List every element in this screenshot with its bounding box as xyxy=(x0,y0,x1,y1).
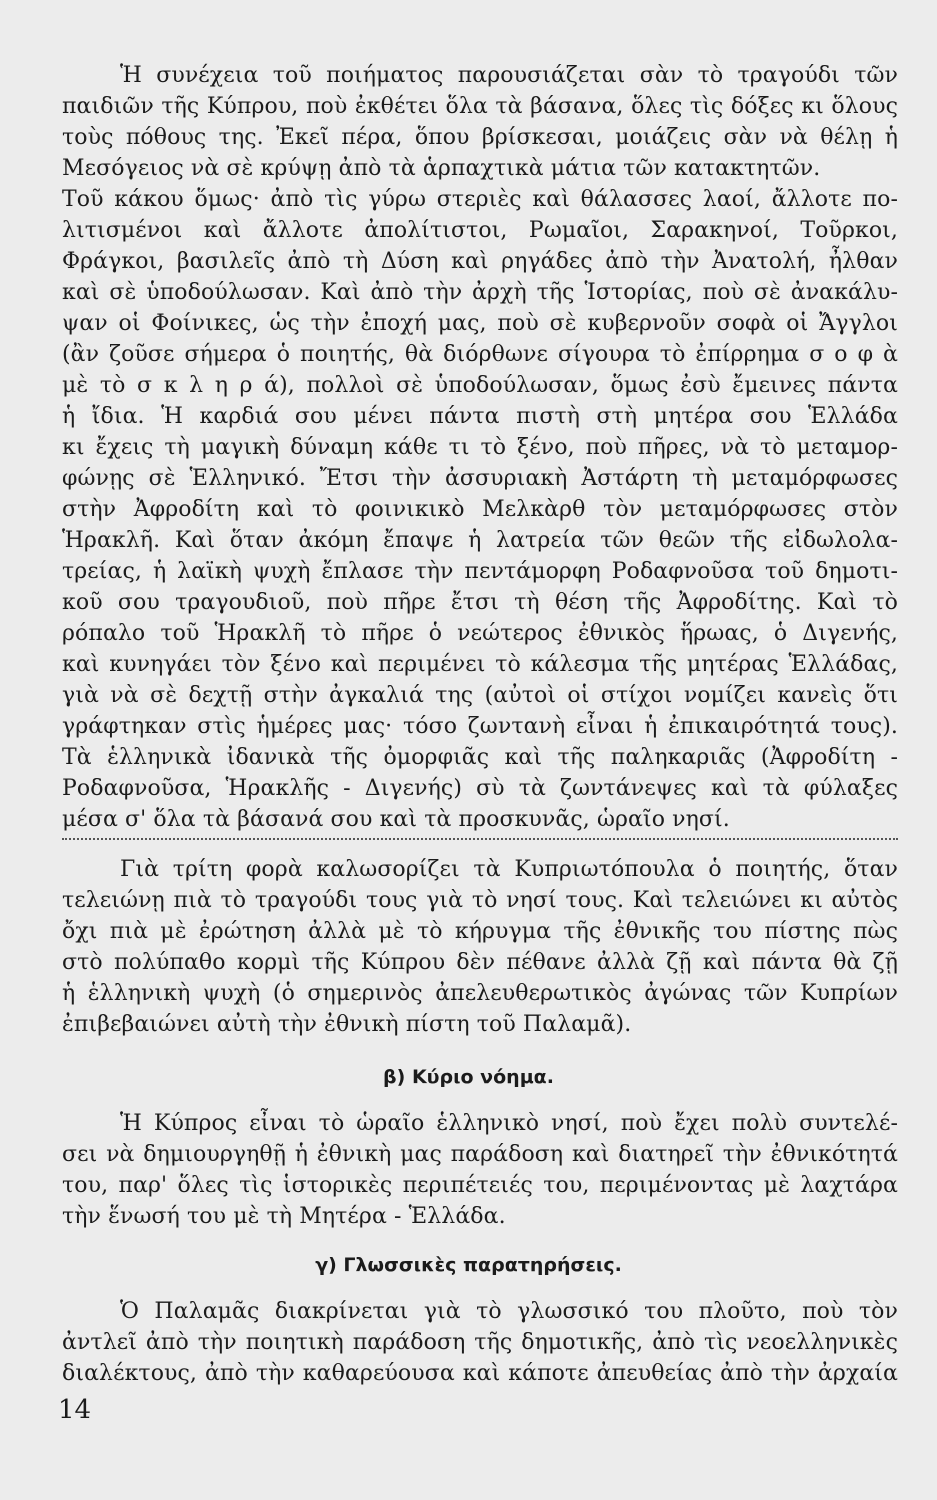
text-line: Ἡρακλῆ. Καὶ ὅταν ἀκόμη ἔπαψε ἡ λατρεία τῶν θεῶν τῆς εἰδωλολα- xyxy=(62,528,898,553)
text-line: φώνῃς σὲ Ἑλληνικό. Ἔτσι τὴν ἀσσυριακὴ Ἀστάρτη τὴ μεταμόρφωσες xyxy=(62,466,898,491)
text-line: γιὰ νὰ σὲ δεχτῇ στὴν ἀγκαλιά της (αὐτοὶ οἱ στίχοι νομίζει κανεὶς ὅτι xyxy=(62,683,898,708)
text-line: Ὁ Παλαμᾶς διακρίνεται γιὰ τὸ γλωσσικό του πλοῦτο, ποὺ τὸν xyxy=(120,1299,898,1324)
text-line: ρόπαλο τοῦ Ἡρακλῆ τὸ πῆρε ὁ νεώτερος ἐθνικὸς ἥρωας, ὁ Διγενής, xyxy=(62,621,898,646)
text-line: Φράγκοι, βασιλεῖς ἀπὸ τὴ Δύση καὶ ρηγάδες ἀπὸ τὴν Ἀνατολή, ἦλθαν xyxy=(62,249,898,274)
text-line: ὄχι πιὰ μὲ ἐρώτηση ἀλλὰ μὲ τὸ κήρυγμα τῆς ἐθνικῆς του πίστης πὼς xyxy=(62,919,898,944)
text-line: Ροδαφνοῦσα, Ἡρακλῆς - Διγενής) σὺ τὰ ζωντάνεψες καὶ τὰ φύλαξες xyxy=(62,776,898,801)
text-line: γράφτηκαν στὶς ἡμέρες μας· τόσο ζωντανὴ εἶναι ἡ ἐπικαιρότητά τους). xyxy=(62,714,898,739)
text-line: τοὺς πόθους της. Ἐκεῖ πέρα, ὅπου βρίσκεσαι, μοιάζεις σὰν νὰ θέλῃ ἡ xyxy=(62,125,898,150)
text-line: Τὰ ἑλληνικὰ ἰδανικὰ τῆς ὀμορφιᾶς καὶ τῆς παληκαριᾶς (Ἀφροδίτη - xyxy=(62,745,898,770)
section-heading: γ) Γλωσσικὲς παρατηρήσεις. xyxy=(315,1254,622,1276)
text-line: του, παρ' ὅλες τὶς ἱστορικὲς περιπέτειές του, περιμένοντας μὲ λαχτάρα xyxy=(62,1173,898,1198)
text-line: Ἡ Κύπρος εἶναι τὸ ὡραῖο ἑλληνικὸ νησί, ποὺ ἔχει πολὺ συντελέ- xyxy=(120,1111,898,1136)
page-number: 14 xyxy=(58,1395,92,1425)
text-line: ἡ ἑλληνικὴ ψυχὴ (ὁ σημερινὸς ἀπελευθερωτικὸς ἀγώνας τῶν Κυπρίων xyxy=(62,981,898,1006)
text-line: τὴν ἕνωσή του μὲ τὴ Μητέρα - Ἑλλάδα. xyxy=(62,1204,506,1229)
text-line: τελειώνῃ πιὰ τὸ τραγούδι τους γιὰ τὸ νησί τους. Καὶ τελειώνει κι αὐτὸς xyxy=(62,888,898,913)
text-line: Μεσόγειος νὰ σὲ κρύψῃ ἀπὸ τὰ ἁρπαχτικὰ μάτια τῶν κατακτητῶν. xyxy=(62,156,821,181)
text-line: ἐπιβεβαιώνει αὐτὴ τὴν ἐθνικὴ πίστη τοῦ Παλαμᾶ). xyxy=(62,1012,632,1037)
text-line: κι ἔχεις τὴ μαγικὴ δύναμη κάθε τι τὸ ξένο, ποὺ πῆρες, νὰ τὸ μεταμορ- xyxy=(62,435,898,460)
text-line: διαλέκτους, ἀπὸ τὴν καθαρεύουσα καὶ κάποτε ἀπευθείας ἀπὸ τὴν ἀρχαία xyxy=(62,1361,898,1386)
text-line: ἡ ἴδια. Ἡ καρδιά σου μένει πάντα πιστὴ στὴ μητέρα σου Ἑλλάδα xyxy=(62,404,898,429)
text-line: λιτισμένοι καὶ ἄλλοτε ἀπολίτιστοι, Ρωμαῖοι, Σαρακηνοί, Τοῦρκοι, xyxy=(62,218,898,243)
text-line: ψαν οἱ Φοίνικες, ὡς τὴν ἐποχή μας, ποὺ σὲ κυβερνοῦν σοφὰ οἱ Ἄγγλοι xyxy=(62,311,898,336)
text-line: τρείας, ἡ λαϊκὴ ψυχὴ ἔπλασε τὴν πεντάμορφη Ροδαφνοῦσα τοῦ δημοτι- xyxy=(62,559,898,584)
text-line: καὶ κυνηγάει τὸν ξένο καὶ περιμένει τὸ κάλεσμα τῆς μητέρας Ἑλλάδας, xyxy=(62,652,898,677)
text-line: καὶ σὲ ὑποδούλωσαν. Καὶ ἀπὸ τὴν ἀρχὴ τῆς Ἱστορίας, ποὺ σὲ ἀνακάλυ- xyxy=(62,280,898,305)
text-line: κοῦ σου τραγουδιοῦ, ποὺ πῆρε ἔτσι τὴ θέση τῆς Ἀφροδίτης. Καὶ τὸ xyxy=(62,590,898,615)
section-heading: β) Κύριο νόημα. xyxy=(383,1066,554,1088)
text-line: ἀντλεῖ ἀπὸ τὴν ποιητικὴ παράδοση τῆς δημοτικῆς, ἀπὸ τὶς νεοελληνικὲς xyxy=(62,1330,898,1355)
text-line: Γιὰ τρίτη φορὰ καλωσορίζει τὰ Κυπριωτόπουλα ὁ ποιητής, ὅταν xyxy=(120,857,898,882)
text-line: στὸ πολύπαθο κορμὶ τῆς Κύπρου δὲν πέθανε ἀλλὰ ζῇ καὶ πάντα θὰ ζῇ xyxy=(62,950,898,975)
text-line: μέσα σ' ὅλα τὰ βάσανά σου καὶ τὰ προσκυνᾶς, ὡραῖο νησί. xyxy=(62,807,730,832)
text-line: σει νὰ δημιουργηθῇ ἡ ἐθνικὴ μας παράδοση καὶ διατηρεῖ τὴν ἐθνικότητά xyxy=(62,1142,898,1167)
text-line: παιδιῶν τῆς Κύπρου, ποὺ ἐκθέτει ὅλα τὰ βάσανα, ὅλες τὶς δόξες κι ὅλους xyxy=(62,94,898,119)
text-line: μὲ τὸ σ κ λ η ρ ά), πολλοὶ σὲ ὑποδούλωσαν, ὅμως ἐσὺ ἔμεινες πάντα xyxy=(62,373,898,398)
text-line: στὴν Ἀφροδίτη καὶ τὸ φοινικικὸ Μελκὰρθ τὸν μεταμόρφωσες στὸν xyxy=(62,497,898,522)
text-line: Ἡ συνέχεια τοῦ ποιήματος παρουσιάζεται σὰν τὸ τραγούδι τῶν xyxy=(120,63,898,88)
text-line: Τοῦ κάκου ὅμως· ἀπὸ τὶς γύρω στεριὲς καὶ θάλασσες λαοί, ἄλλοτε πο- xyxy=(62,187,898,212)
text-line: (ἂν ζοῦσε σήμερα ὁ ποιητής, θὰ διόρθωνε σίγουρα τὸ ἐπίρρημα σ ο φ ὰ xyxy=(62,342,898,367)
